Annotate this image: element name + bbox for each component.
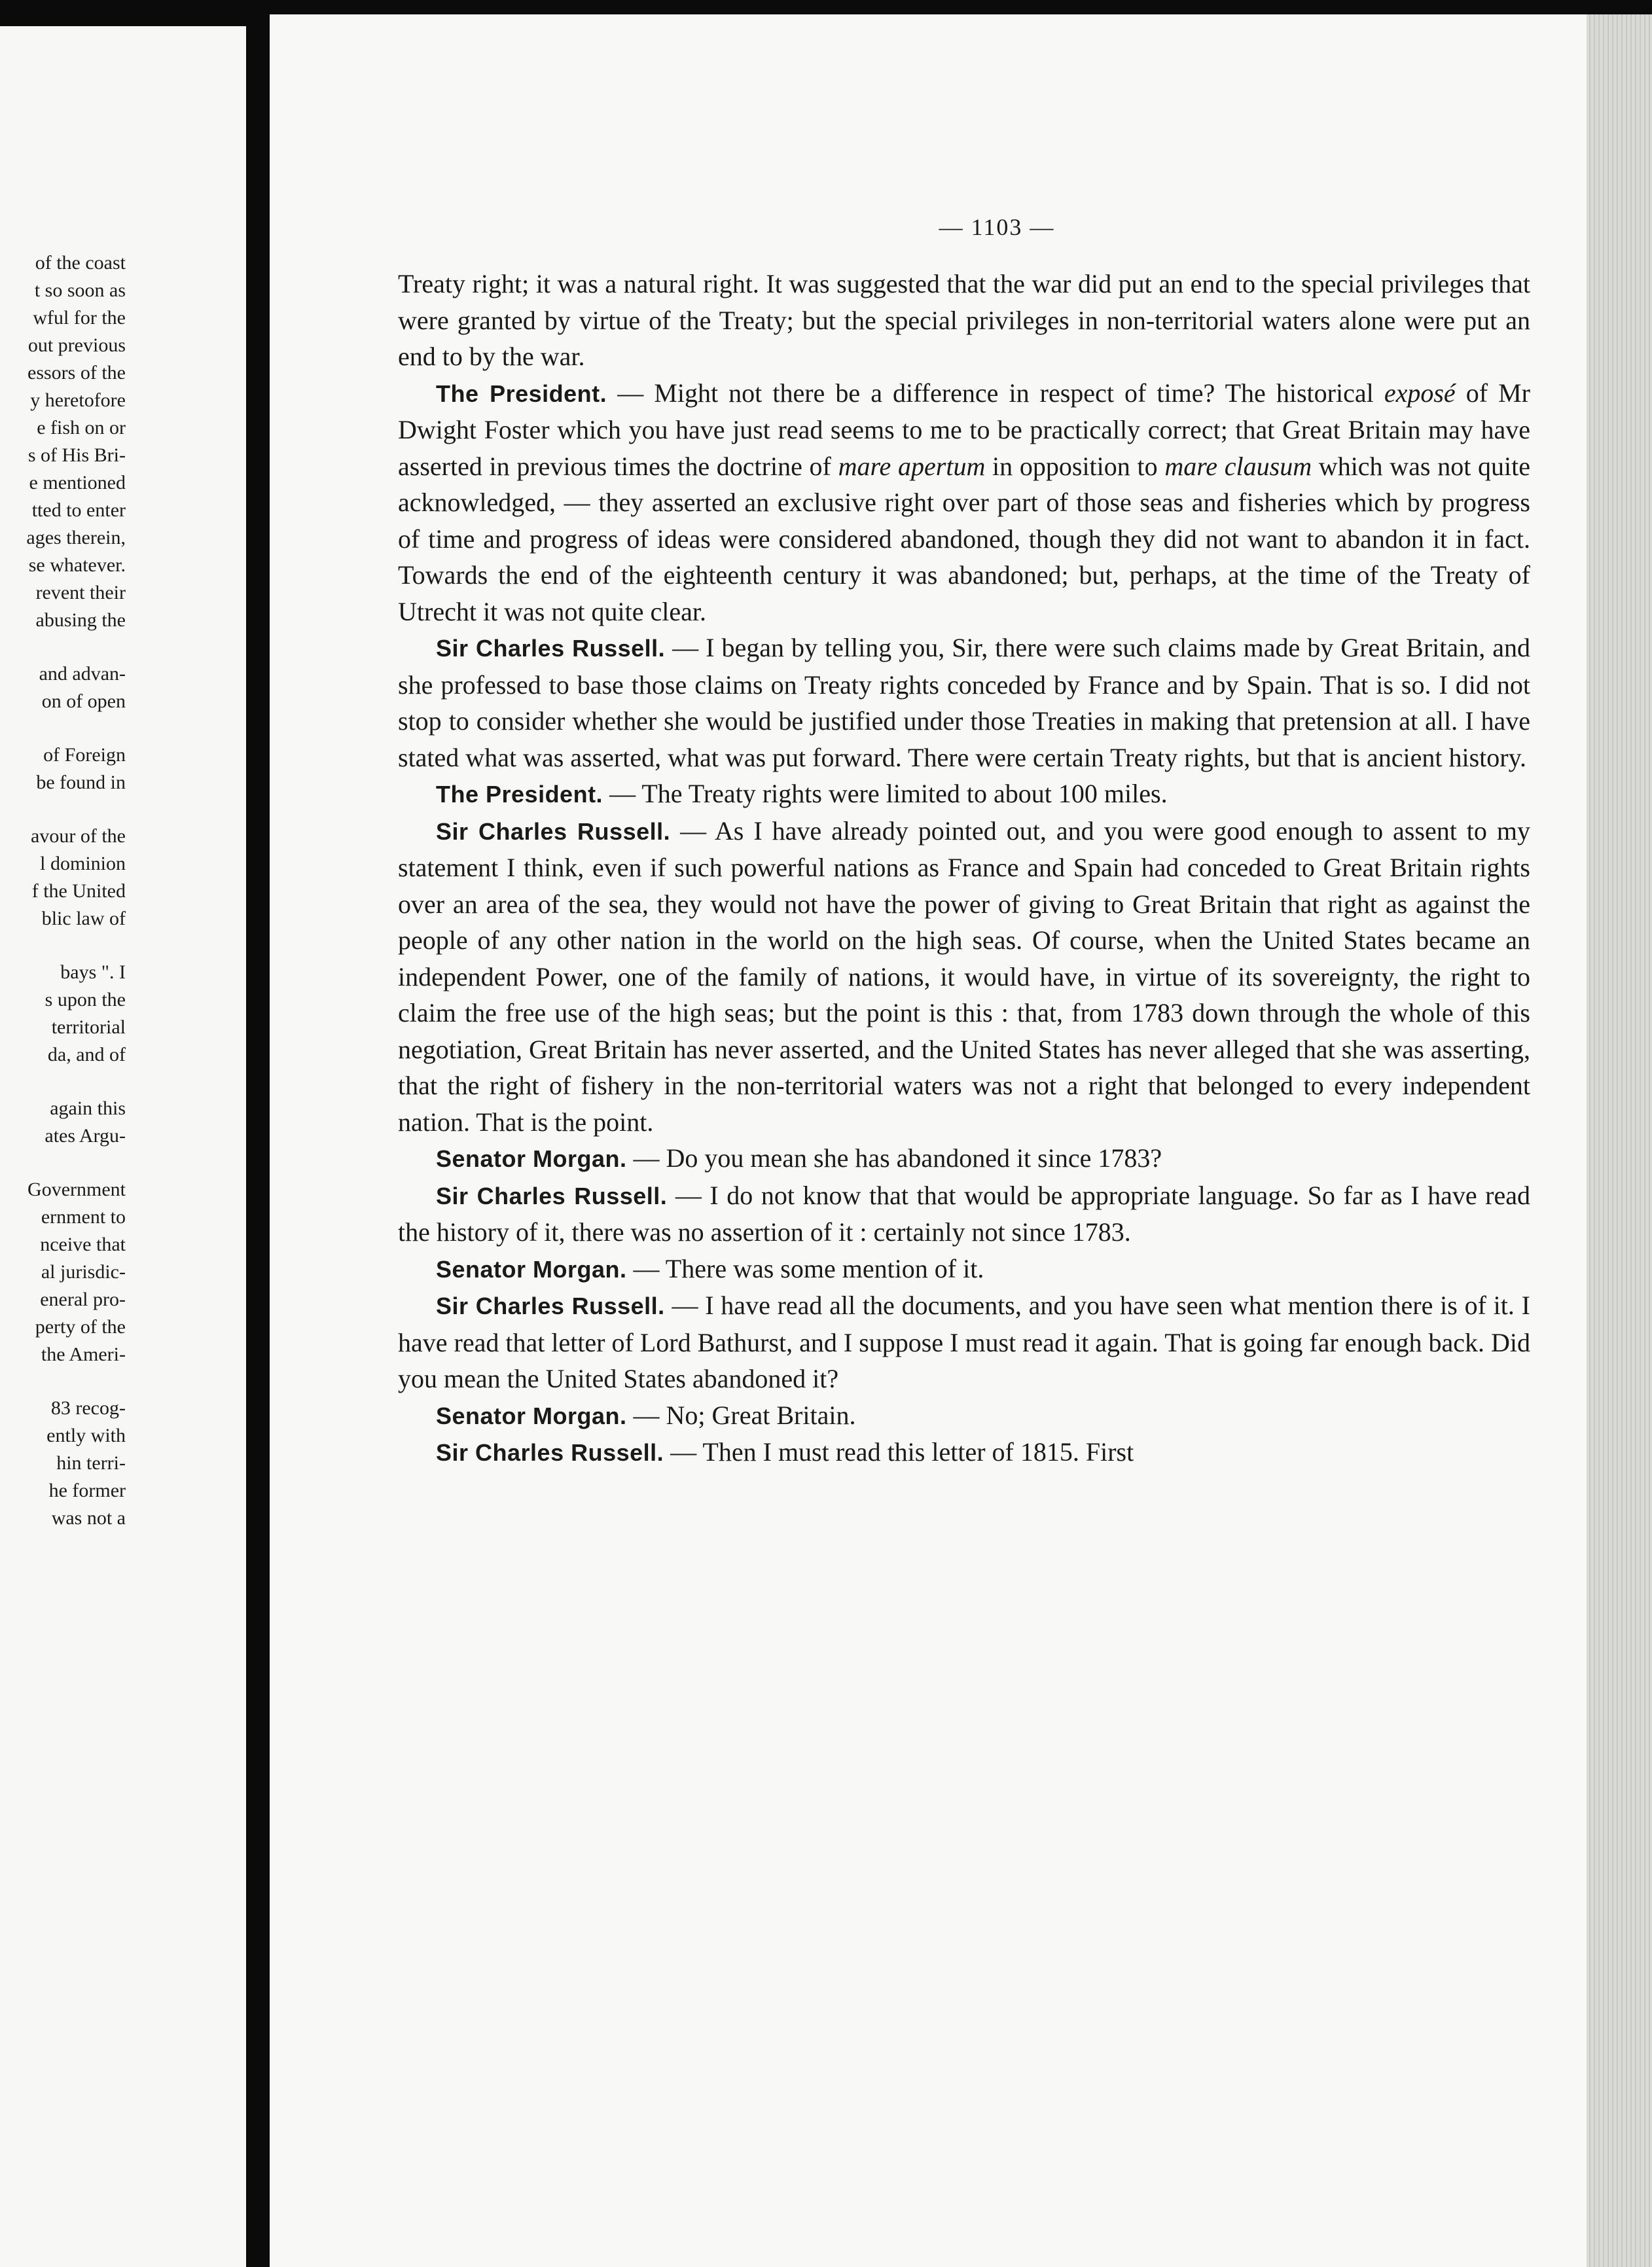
speaker-name: Senator Morgan. [436,1255,627,1283]
left-page-line: Government [27,1179,126,1200]
left-page-line: al jurisdic- [41,1261,126,1283]
paragraph-text: — There was some mention of it. [626,1253,984,1283]
left-page-line: ently with [46,1425,126,1446]
paragraph [398,1287,1530,1397]
left-page-line: blic law of [41,908,126,929]
page-edge [1587,14,1652,2267]
paragraph-text: — As I have already pointed out, and you were good enough to assent to my statement I think, even if such powerful nations as France and Spain had conceded to Great Britain rights over an area of the sea, they would not have the power of giving to Great Britain that right as against the people of any other nation in the world on the high seas. Of course, when the United States became an independent Power, one of the family of nations, it would have, in virtue of its sovereignty, the right to claim the free use of the high seas; but the point is this : that, from 1783 down through the whole of this negotiation, Great Britain has never asserted, and the United States has never alleged that she was asserting, that the right of fishery in the non-territorial waters was not a right that belonged to every independent nation. That is the point. [398,815,1530,1137]
left-page-line: avour of the [31,825,126,847]
speaker-name: Senator Morgan. [436,1402,627,1429]
left-page-line: ages therein, [26,527,126,548]
paragraph [398,1434,1530,1471]
paragraph [398,1177,1530,1251]
left-page-line: be found in [36,772,126,793]
paragraph-text: — Might not there be a difference in respect of time? The historical [607,378,1384,408]
left-page-line: s of His Bri- [27,444,126,466]
left-page-line: hin terri- [56,1452,126,1474]
left-page-line: territorial [51,1016,126,1038]
speaker-name: Sir Charles Russell. [436,635,666,662]
left-page-line: essors of the [27,362,126,384]
left-page-line: abusing the [35,609,126,631]
left-page-line: 83 recog- [50,1397,126,1419]
italic-term: mare apertum [838,451,986,481]
body-text [398,266,1530,1471]
left-page [0,26,246,2267]
left-page-line: e fish on or [37,417,126,438]
speaker-name: Sir Charles Russell. [436,1439,664,1466]
left-page-line: he former [48,1480,126,1501]
paragraph-text: — I began by telling you, Sir, there were such claims made by Great Britain, and she professed to base those claims on Treaty rights conceded by France and by Spain. That is so. I did not stop to consider whether she would be justified under those Treaties in making that pretension at all. I have stated what was asserted, what was put forward. There were certain Treaty rights, but that is ancient history. [398,633,1530,772]
left-page-line: perty of the [35,1316,126,1338]
left-page-line: revent their [35,582,126,603]
paragraph [398,1140,1530,1177]
right-page [270,14,1652,2267]
speaker-name: Sir Charles Russell. [436,1182,668,1209]
paragraph-text: in opposition to [985,451,1165,481]
paragraph [398,1397,1530,1435]
page-gutter [246,0,270,2267]
paragraph [398,813,1530,1141]
page-number: — 1103 — [939,214,1055,240]
left-page-line: ernment to [41,1206,126,1228]
paragraph-text: Treaty right; it was a natural right. It was suggested that the war did put an end to the special privileges that were granted by virtue of the Treaty; but the special privileges in non-territorial waters alone were put an end to by the war. [398,269,1530,371]
left-page-line: of the coast [35,252,126,274]
paragraph-text: — Do you mean she has abandoned it since 1783? [626,1143,1162,1173]
left-page-line: y heretofore [30,389,126,411]
paragraph-text: of Mr Dwight Foster which you have just read seems to me to be practically correct; that Great Britain may have asserted in previous times the doctrine of [398,378,1531,481]
paragraph-text: — I have read all the documents, and you have seen what mention there is of it. I have read that letter of Lord Bathurst, and I suppose I must read it again. That is going far enough back. Did you mean the United States abandoned it? [398,1291,1530,1393]
left-page-line: bays ". I [60,961,126,983]
italic-term: mare clausum [1164,451,1312,481]
paragraph [398,630,1530,776]
left-page-line: da, and of [47,1044,126,1065]
paragraph-text: — No; Great Britain. [626,1400,856,1430]
left-page-line: the Ameri- [41,1344,126,1365]
paragraph [398,1251,1530,1288]
left-page-line: se whatever. [28,554,126,576]
speaker-name: Senator Morgan. [436,1145,627,1172]
paragraph-text: — Then I must read this letter of 1815. First [664,1437,1134,1467]
left-page-line: nceive that [40,1234,126,1255]
left-page-line: out previous [27,334,126,356]
left-page-line: l dominion [40,853,126,874]
left-page-line: on of open [41,690,126,712]
left-page-line: s upon the [45,989,126,1010]
left-page-line: f the United [31,880,126,902]
paragraph [398,266,1530,375]
speaker-name: Sir Charles Russell. [436,817,671,845]
left-page-line: of Foreign [43,744,126,766]
left-page-line: wful for the [33,307,126,329]
speaker-name: The President. [436,781,603,808]
paragraph-text: — I do not know that that would be appropriate language. So far as I have read the history of it, there was no assertion of it : certainly not since 1783. [398,1180,1530,1247]
left-page-line: eneral pro- [40,1289,126,1310]
left-page-line: e mentioned [29,472,126,493]
speaker-name: The President. [436,380,607,407]
italic-term: exposé [1384,378,1456,408]
left-page-line: t so soon as [34,279,126,301]
left-page-line: was not a [51,1507,126,1529]
paragraph-text: — The Treaty rights were limited to about 100 miles. [603,779,1168,808]
paragraph [398,776,1530,813]
paragraph [398,375,1530,630]
left-page-line: and advan- [39,663,126,685]
left-page-line: ates Argu- [45,1125,126,1147]
paragraph-text: which was not quite acknowledged, — they asserted an exclusive right over part of those seas and fisheries which by progress of time and progress of ideas were considered abandoned, though they did not want to abandon it in fact. Towards the end of the eighteenth century it was abandoned; but, perhaps, at the time of the Treaty of Utrecht it was not quite clear. [398,451,1530,626]
speaker-name: Sir Charles Russell. [436,1293,665,1319]
left-page-line: tted to enter [31,499,126,521]
left-page-line: again this [50,1098,126,1119]
